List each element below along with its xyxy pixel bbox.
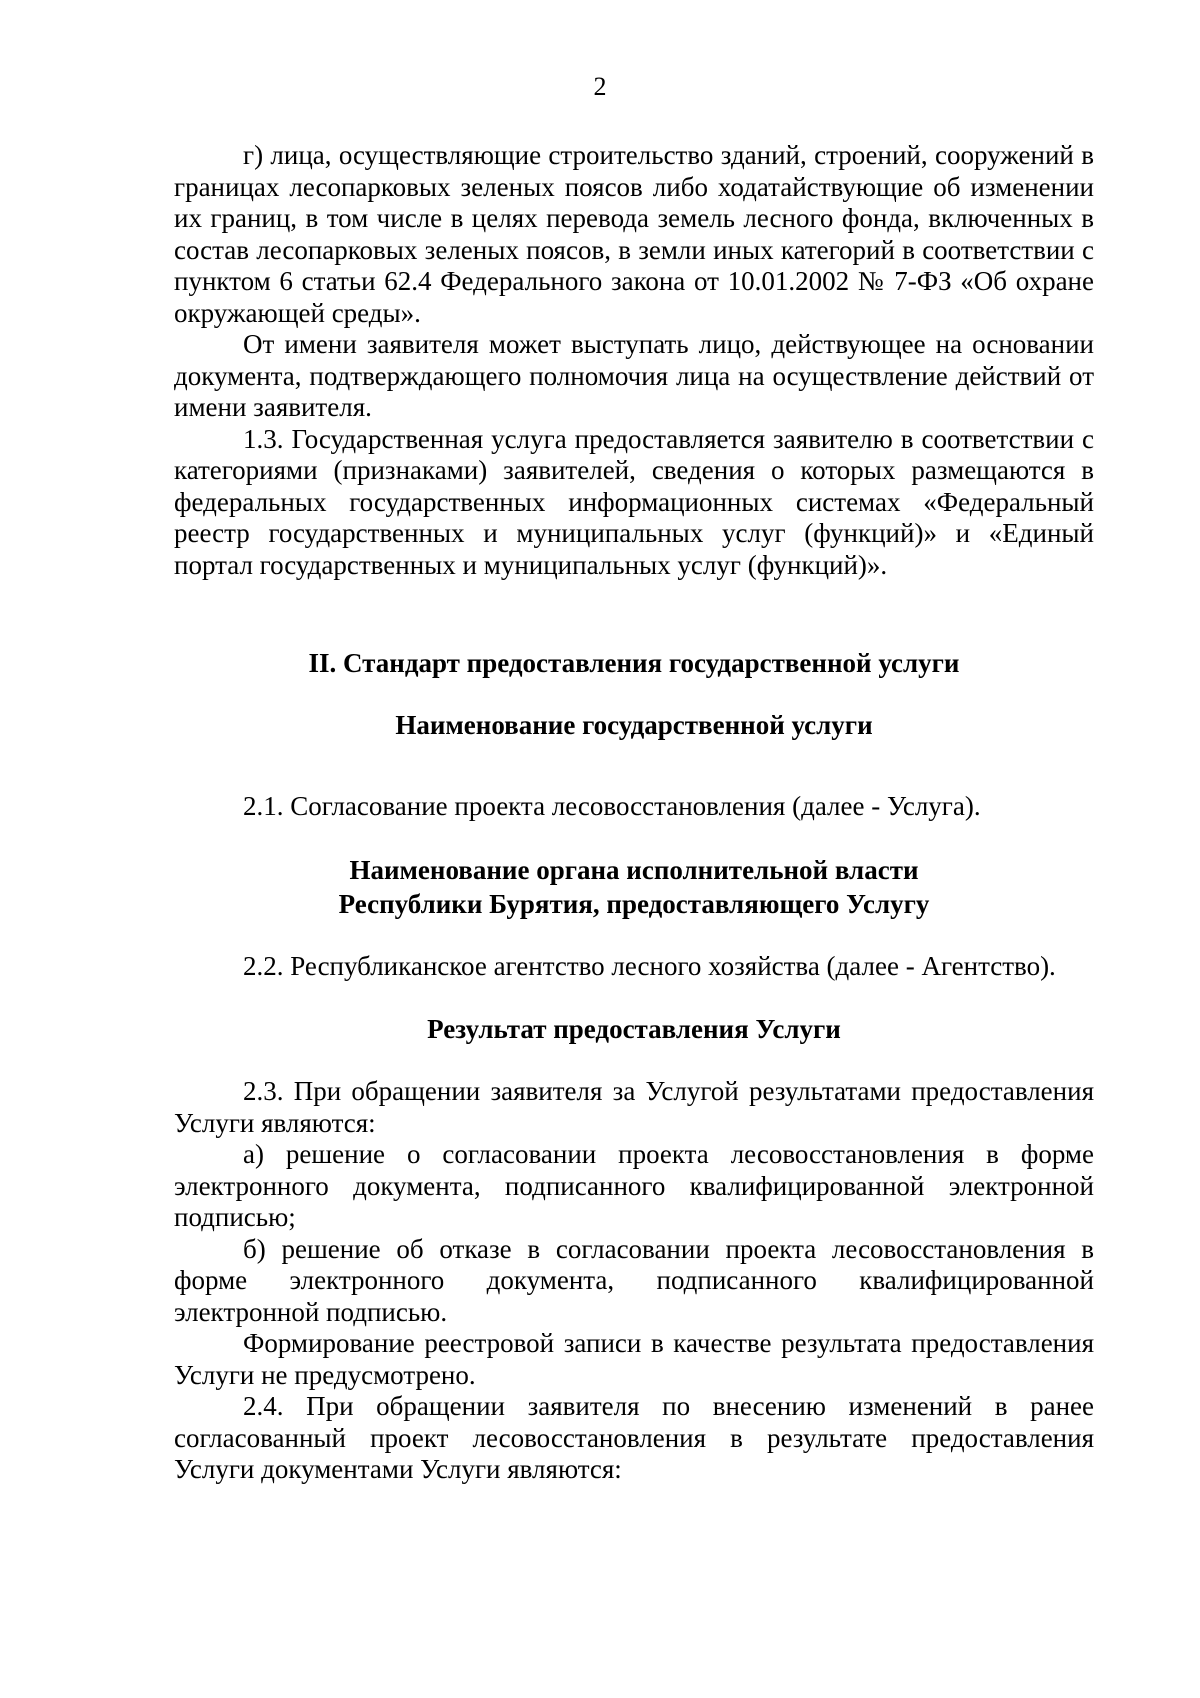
- paragraph-result-a: а) решение о согласовании проекта лесовосстановления в форме электронного документа, подписанного квалифицированной электронной подписью;: [174, 1139, 1094, 1232]
- paragraph-applicant-g: г) лица, осуществляющие строительство зданий, строений, сооружений в границах лесопарковых зеленых поясов либо ходатайствующие об изменении их границ, в том числе в целях перевода земель лесного фонда, включенных в состав лесопарковых зеленых поясов, в земли иных категорий в соответствии с пунктом 6 статьи 62.4 Федерального закона от 10.01.2002 № 7-ФЗ «Об охране окружающей среды».: [174, 140, 1094, 328]
- paragraph-1-3: 1.3. Государственная услуга предоставляется заявителю в соответствии с категориями (признаками) заявителей, сведения о которых размещаются в федеральных государственных информационных системах «Федеральный реестр государственных и муниципальных услуг (функций)» и «Единый портал государственных и муниципальных услуг (функций)».: [174, 423, 1094, 580]
- document-body: [174, 140, 1094, 1486]
- paragraph-result-b: б) решение об отказе в согласовании проекта лесовосстановления в форме электронного документа, подписанного квалифицированной электронной подписью.: [174, 1233, 1094, 1327]
- page-number: 2: [593, 72, 607, 101]
- heading-authority: [174, 853, 1094, 921]
- heading-result: Результат предоставления Услуги: [427, 1014, 841, 1044]
- paragraph-2-2: 2.2. Республиканское агентство лесного хозяйства (далее - Агентство).: [243, 950, 1056, 981]
- heading-authority-line2: Республики Бурятия, предоставляющего Услугу: [338, 888, 930, 919]
- paragraph-2-3: 2.3. При обращении заявителя за Услугой результатами предоставления Услуги являются:: [174, 1076, 1094, 1138]
- heading-authority-line1: Наименование органа исполнительной власти: [349, 854, 919, 885]
- paragraph-2-4: 2.4. При обращении заявителя по внесению изменений в ранее согласованный проект лесовосстановления в результате предоставления Услуги документами Услуги являются:: [174, 1391, 1094, 1484]
- heading-service-name: Наименование государственной услуги: [395, 710, 873, 740]
- section-title: II. Стандарт предоставления государственной услуги: [308, 648, 960, 678]
- paragraph-registry: Формирование реестровой записи в качестве результата предоставления Услуги не предусмотрено.: [174, 1328, 1094, 1390]
- paragraph-2-1: 2.1. Согласование проекта лесовосстановления (далее - Услуга).: [243, 791, 981, 821]
- paragraph-representative: От имени заявителя может выступать лицо, действующее на основании документа, подтверждающего полномочия лица на осуществление действий от имени заявителя.: [174, 329, 1094, 422]
